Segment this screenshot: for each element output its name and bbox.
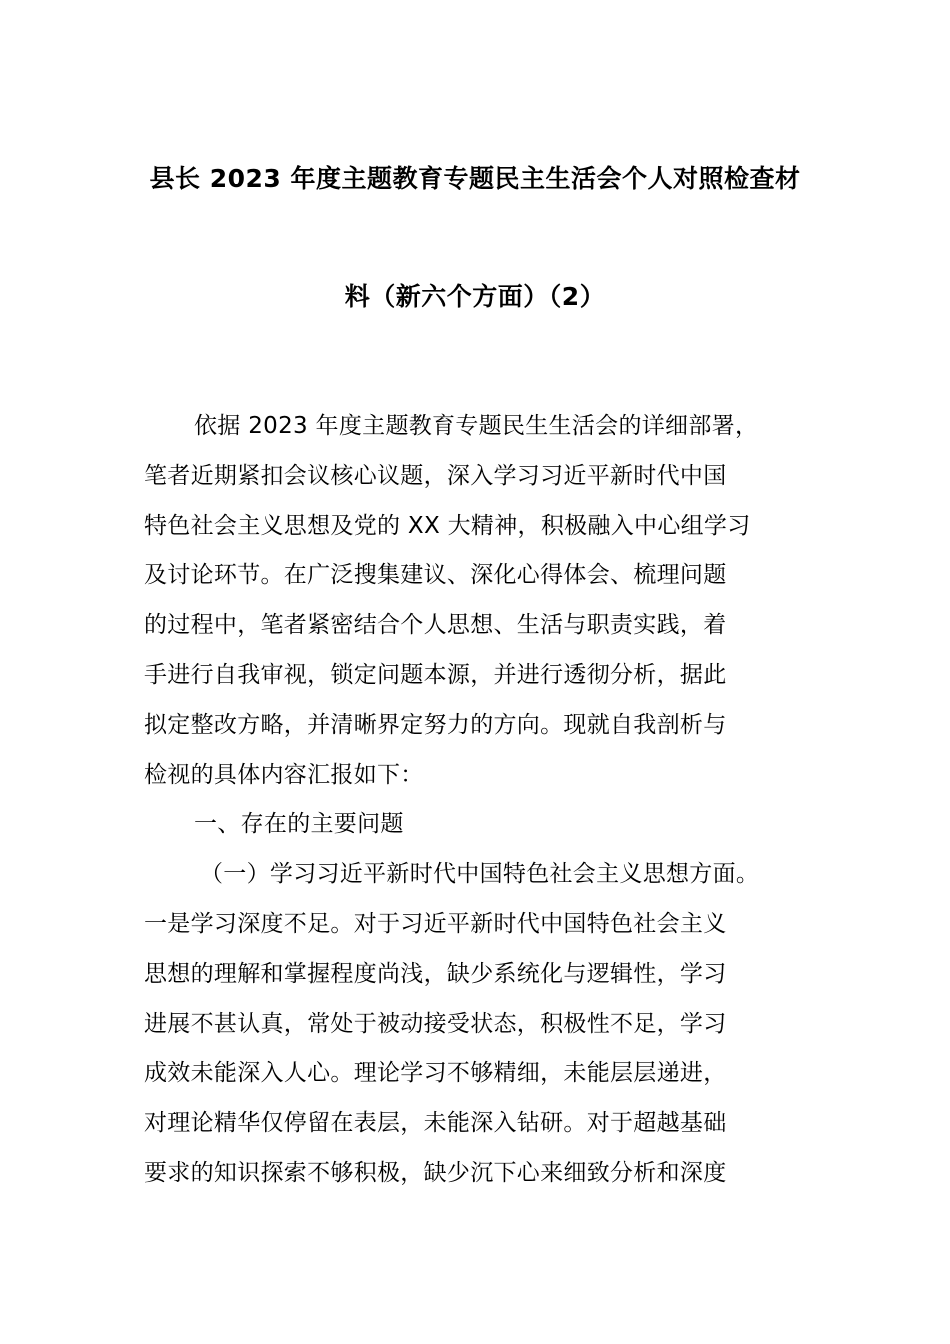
paragraph-line: 手进行自我审视，锁定问题本源，并进行透彻分析，据此 <box>144 661 727 688</box>
paragraph-line: 进展不甚认真，常处于被动接受状态，积极性不足，学习 <box>144 1010 727 1037</box>
paragraph-line: 检视的具体内容汇报如下： <box>144 761 424 788</box>
paragraph-line: 要求的知识探索不够积极，缺少沉下心来细致分析和深度 <box>144 1159 727 1186</box>
paragraph-line: 拟定整改方略，并清晰界定努力的方向。现就自我剖析与 <box>144 711 727 738</box>
paragraph-line: 思想的理解和掌握程度尚浅，缺少系统化与逻辑性，学习 <box>144 960 727 987</box>
paragraph-line: 的过程中，笔者紧密结合个人思想、生活与职责实践，着 <box>144 612 727 639</box>
paragraph-line: 一是学习深度不足。对于习近平新时代中国特色社会主义 <box>144 910 727 937</box>
paragraph-line: 对理论精华仅停留在表层，未能深入钻研。对于超越基础 <box>144 1110 727 1137</box>
document-title-line-2: 料（新六个方面）（2） <box>344 282 606 311</box>
paragraph-line: 成效未能深入人心。理论学习不够精细，未能层层递进， <box>144 1060 727 1087</box>
section-heading: 一、存在的主要问题 <box>194 811 404 838</box>
subsection-heading: （一）学习习近平新时代中国特色社会主义思想方面。 <box>200 861 760 888</box>
document-body <box>144 402 834 1199</box>
paragraph-line: 特色社会主义思想及党的 XX 大精神，积极融入中心组学习 <box>144 512 751 539</box>
paragraph-line: 依据 2023 年度主题教育专题民生生活会的详细部署， <box>194 413 759 439</box>
paragraph-line: 及讨论环节。在广泛搜集建议、深化心得体会、梳理问题 <box>144 562 727 589</box>
document-title-line-1: 县长 2023 年度主题教育专题民主生活会个人对照检查材 <box>149 164 801 193</box>
paragraph-line: 笔者近期紧扣会议核心议题，深入学习习近平新时代中国 <box>144 462 727 489</box>
